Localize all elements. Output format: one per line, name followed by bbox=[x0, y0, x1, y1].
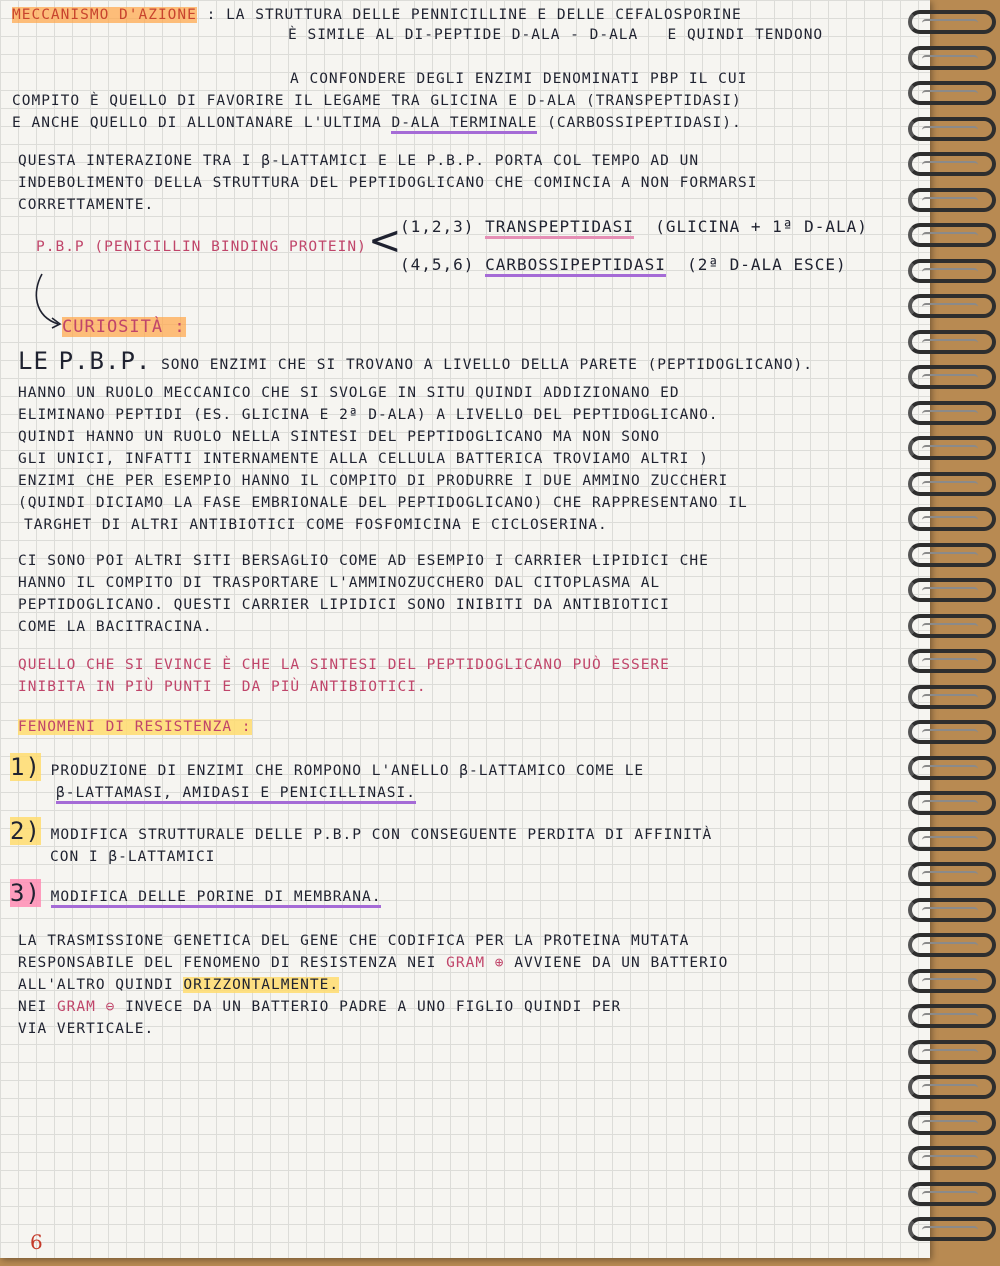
curiosita-l1-rest: SONO ENZIMI CHE SI TROVANO A LIVELLO DELLA PARETE (PEPTIDOGLICANO). bbox=[161, 357, 813, 373]
spiral-ring bbox=[908, 10, 996, 34]
spiral-ring bbox=[908, 330, 996, 354]
spiral-ring bbox=[908, 1004, 996, 1028]
spiral-ring bbox=[908, 401, 996, 425]
spiral-ring bbox=[908, 1146, 996, 1170]
spiral-ring bbox=[908, 685, 996, 709]
spiral-binding bbox=[908, 0, 1000, 1266]
spiral-ring bbox=[908, 898, 996, 922]
spiral-ring bbox=[908, 472, 996, 496]
spiral-ring bbox=[908, 1075, 996, 1099]
trasmissione-l4b: INVECE DA UN BATTERIO PADRE A UNO FIGLIO QUINDI PER bbox=[125, 999, 622, 1015]
intro-text-1: : LA STRUTTURA DELLE PENNICILLINE E DELLE CEFALOSPORINE bbox=[206, 7, 742, 23]
trasmissione-l4a: NEI bbox=[18, 999, 48, 1015]
trasmissione-line-1: LA TRASMISSIONE GENETICA DEL GENE CHE CODIFICA PER LA PROTEINA MUTATA bbox=[18, 933, 690, 949]
curiosita-line-8: TARGHET DI ALTRI ANTIBIOTICI COME FOSFOMICINA E CICLOSERINA. bbox=[24, 517, 608, 533]
section-title-meccanismo: MECCANISMO D'AZIONE bbox=[12, 7, 197, 23]
pbp-branch-1 bbox=[400, 218, 868, 236]
item3-line-1: MODIFICA DELLE PORINE DI MEMBRANA. bbox=[51, 889, 382, 908]
trasmissione-line-5: VIA VERTICALE. bbox=[18, 1021, 155, 1037]
spiral-ring bbox=[908, 649, 996, 673]
spiral-ring bbox=[908, 507, 996, 531]
curiosita-line-1 bbox=[18, 347, 813, 375]
spiral-ring bbox=[908, 1040, 996, 1064]
curiosita-line-3: ELIMINANO PEPTIDI (ES. GLICINA E 2ª D-ALA) A LIVELLO DEL PEPTIDOGLICANO. bbox=[18, 407, 719, 423]
intro-text-6a: E ANCHE QUELLO DI ALLONTANARE L'ULTIMA bbox=[12, 115, 382, 131]
resistenza-item-2b: CON I β-LATTAMICI bbox=[50, 849, 216, 865]
resistenza-title bbox=[18, 718, 252, 736]
carrier-line-2: HANNO IL COMPITO DI TRASPORTARE L'AMMINOZUCCHERO DAL CITOPLASMA AL bbox=[18, 575, 661, 591]
spiral-ring bbox=[908, 223, 996, 247]
pbp-branch-2 bbox=[400, 256, 847, 274]
gram-positive-label: GRAM ⊕ bbox=[446, 955, 505, 971]
spiral-ring bbox=[908, 294, 996, 318]
trasmissione-line-3 bbox=[18, 976, 339, 994]
trasmissione-line-2 bbox=[18, 954, 728, 972]
curiosita-line-4: QUINDI HANNO UN RUOLO NELLA SINTESI DEL PEPTIDOGLICANO MA NON SONO bbox=[18, 429, 661, 445]
trasmissione-l3a: ALL'ALTRO QUINDI bbox=[18, 977, 174, 993]
interaction-line-3: CORRETTAMENTE. bbox=[18, 197, 155, 213]
item2-number: 2) bbox=[10, 817, 41, 845]
item1-number: 1) bbox=[10, 753, 41, 781]
curiosita-title-text: CURIOSITÀ : bbox=[62, 317, 186, 337]
page-number: 6 bbox=[30, 1230, 43, 1254]
carrier-line-3: PEPTIDOGLICANO. QUESTI CARRIER LIPIDICI SONO INIBITI DA ANTIBIOTICI bbox=[18, 597, 670, 613]
orizzontalmente-highlight: ORIZZONTALMENTE. bbox=[183, 977, 340, 993]
curiosita-line-5: GLI UNICI, INFATTI INTERNAMENTE ALLA CELLULA BATTERICA TROVIAMO ALTRI ) bbox=[18, 451, 709, 467]
spiral-ring bbox=[908, 614, 996, 638]
intro-text-6b: D-ALA TERMINALE bbox=[391, 115, 537, 134]
branch1-note: (GLICINA + 1ª D-ALA) bbox=[655, 217, 868, 236]
item1-line-2: β-LATTAMASI, AMIDASI E PENICILLINASI. bbox=[56, 785, 416, 804]
spiral-ring bbox=[908, 46, 996, 70]
spiral-ring bbox=[908, 365, 996, 389]
branch1-name: TRANSPEPTIDASI bbox=[485, 217, 634, 239]
spiral-ring bbox=[908, 1217, 996, 1241]
spiral-ring bbox=[908, 259, 996, 283]
branch2-name: CARBOSSIPEPTIDASI bbox=[485, 255, 666, 277]
branch-brace-icon: < bbox=[368, 218, 402, 264]
resistenza-item-3 bbox=[10, 879, 382, 907]
spiral-ring bbox=[908, 1111, 996, 1135]
curiosita-line-2: HANNO UN RUOLO MECCANICO CHE SI SVOLGE IN SITU QUINDI ADDIZIONANO ED bbox=[18, 385, 680, 401]
carrier-line-1: CI SONO POI ALTRI SITI BERSAGLIO COME AD ESEMPIO I CARRIER LIPIDICI CHE bbox=[18, 553, 709, 569]
item1-line-1: PRODUZIONE DI ENZIMI CHE ROMPONO L'ANELLO β-LATTAMICO COME LE bbox=[50, 763, 645, 779]
intro-text-2: È SIMILE AL DI-PEPTIDE D-ALA - D-ALA bbox=[288, 27, 639, 43]
carrier-line-4: COME LA BACITRACINA. bbox=[18, 619, 213, 635]
spiral-ring bbox=[908, 81, 996, 105]
curiosita-title bbox=[62, 318, 186, 336]
spiral-ring bbox=[908, 578, 996, 602]
curiosita-line-7: (QUINDI DICIAMO LA FASE EMBRIONALE DEL PEPTIDOGLICANO) CHE RAPPRESENTANO IL bbox=[18, 495, 748, 511]
spiral-ring bbox=[908, 1182, 996, 1206]
summary-line-1: QUELLO CHE SI EVINCE È CHE LA SINTESI DEL PEPTIDOGLICANO PUÒ ESSERE bbox=[18, 657, 670, 673]
curiosita-line-6: ENZIMI CHE PER ESEMPIO HANNO IL COMPITO DI PRODURRE I DUE AMMINO ZUCCHERI bbox=[18, 473, 729, 489]
interaction-line-1: QUESTA INTERAZIONE TRA I β-LATTAMICI E LE P.B.P. PORTA COL TEMPO AD UN bbox=[18, 153, 700, 169]
branch2-note: (2ª D-ALA ESCE) bbox=[687, 255, 847, 274]
resistenza-title-text: FENOMENI DI RESISTENZA : bbox=[18, 719, 252, 735]
intro-line-4: A CONFONDERE DEGLI ENZIMI DENOMINATI PBP IL CUI bbox=[290, 71, 748, 87]
intro-line-2 bbox=[288, 26, 823, 44]
spiral-ring bbox=[908, 117, 996, 141]
summary-line-2: INIBITA IN PIÙ PUNTI E DA PIÙ ANTIBIOTICI. bbox=[18, 679, 427, 695]
pbp-label: P.B.P (PENICILLIN BINDING PROTEIN) bbox=[36, 239, 367, 255]
spiral-ring bbox=[908, 756, 996, 780]
spiral-ring bbox=[908, 188, 996, 212]
item2-line-1: MODIFICA STRUTTURALE DELLE P.B.P CON CONSEGUENTE PERDITA DI AFFINITÀ bbox=[50, 827, 713, 843]
intro-line-6 bbox=[12, 114, 742, 132]
branch2-nums: (4,5,6) bbox=[400, 255, 475, 274]
resistenza-item-2 bbox=[10, 817, 713, 845]
spiral-ring bbox=[908, 152, 996, 176]
spiral-ring bbox=[908, 543, 996, 567]
trasmissione-l2a: RESPONSABILE DEL FENOMENO DI RESISTENZA NEI bbox=[18, 955, 437, 971]
trasmissione-l2b: AVVIENE DA UN BATTERIO bbox=[514, 955, 729, 971]
spiral-ring bbox=[908, 720, 996, 744]
spiral-ring bbox=[908, 933, 996, 957]
resistenza-item-1b bbox=[56, 784, 416, 802]
curiosita-pbp: P.B.P. bbox=[58, 347, 152, 375]
intro-line-1 bbox=[12, 6, 742, 24]
curiosita-first: LE bbox=[18, 347, 49, 375]
item3-number: 3) bbox=[10, 879, 41, 907]
spiral-ring bbox=[908, 862, 996, 886]
branch1-nums: (1,2,3) bbox=[400, 217, 475, 236]
spiral-ring bbox=[908, 827, 996, 851]
spiral-ring bbox=[908, 969, 996, 993]
gram-negative-label: GRAM ⊖ bbox=[56, 999, 116, 1015]
interaction-line-2: INDEBOLIMENTO DELLA STRUTTURA DEL PEPTIDOGLICANO CHE COMINCIA A NON FORMARSI bbox=[18, 175, 758, 191]
spiral-ring bbox=[908, 436, 996, 460]
intro-text-6c: (CARBOSSIPEPTIDASI). bbox=[547, 115, 742, 131]
trasmissione-line-4 bbox=[18, 998, 621, 1016]
resistenza-item-1 bbox=[10, 753, 645, 781]
intro-text-3: E QUINDI TENDONO bbox=[667, 27, 824, 43]
spiral-ring bbox=[908, 791, 996, 815]
intro-line-5: COMPITO È QUELLO DI FAVORIRE IL LEGAME TRA GLICINA E D-ALA (TRANSPEPTIDASI) bbox=[12, 93, 742, 109]
